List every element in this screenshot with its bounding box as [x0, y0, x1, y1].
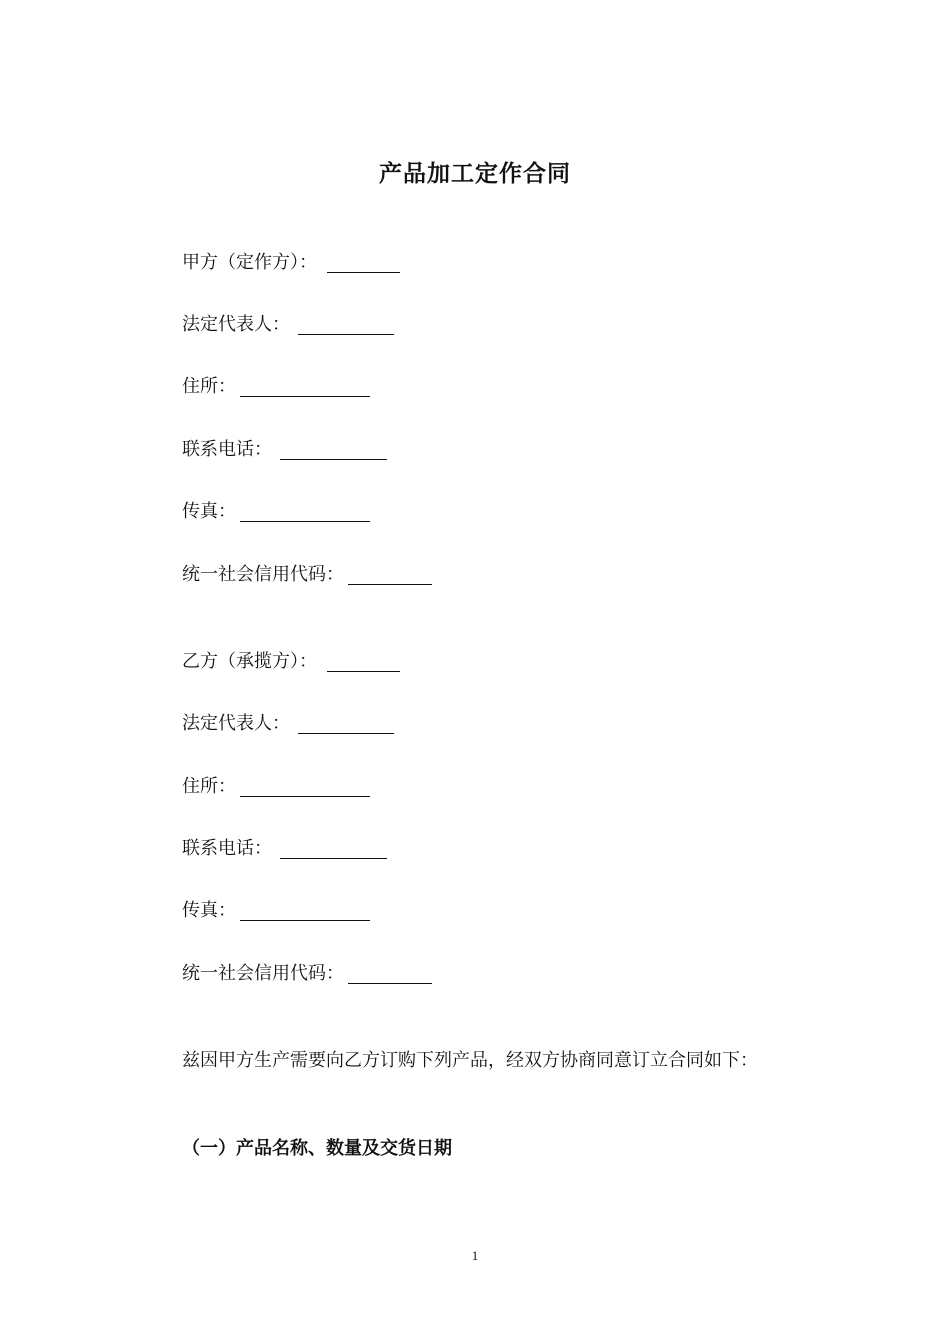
document-title: 产品加工定作合同	[379, 161, 571, 187]
party-b-blank	[327, 653, 400, 672]
party-a-credit-code-blank	[348, 566, 432, 585]
party-a-label: 甲方（定作方）：	[182, 252, 317, 273]
party-a-phone-field	[182, 438, 387, 462]
party-b-credit-code-field	[182, 962, 432, 986]
party-b-legal-rep-label: 法定代表人：	[182, 713, 290, 734]
party-a-phone-blank	[280, 441, 387, 460]
party-a-field	[182, 251, 400, 275]
party-b-legal-rep-field	[182, 712, 394, 736]
party-a-fax-label: 传真：	[182, 501, 236, 522]
party-b-address-label: 住所：	[182, 776, 236, 797]
party-b-fax-field	[182, 899, 370, 923]
party-b-credit-code-blank	[348, 965, 432, 984]
party-a-fax-field	[182, 500, 370, 524]
party-b-address-field	[182, 775, 370, 799]
party-b-legal-rep-blank	[298, 715, 394, 734]
party-a-address-label: 住所：	[182, 376, 236, 397]
party-a-address-blank	[240, 378, 370, 397]
party-b-phone-blank	[280, 840, 387, 859]
party-a-blank	[327, 254, 400, 273]
party-b-field	[182, 650, 400, 674]
party-a-address-field	[182, 375, 370, 399]
party-b-fax-label: 传真：	[182, 900, 236, 921]
party-a-legal-rep-field	[182, 313, 394, 337]
party-a-legal-rep-blank	[298, 316, 394, 335]
party-b-phone-label: 联系电话：	[182, 838, 272, 859]
intro-paragraph: 兹因甲方生产需要向乙方订购下列产品，经双方协商同意订立合同如下：	[182, 1050, 758, 1071]
party-a-credit-code-label: 统一社会信用代码：	[182, 564, 344, 585]
party-b-credit-code-label: 统一社会信用代码：	[182, 963, 344, 984]
party-a-legal-rep-label: 法定代表人：	[182, 314, 290, 335]
party-a-phone-label: 联系电话：	[182, 439, 272, 460]
party-b-phone-field	[182, 837, 387, 861]
party-b-address-blank	[240, 778, 370, 797]
section-1-heading: （一）产品名称、数量及交货日期	[182, 1138, 452, 1159]
page-number: 1	[471, 1248, 479, 1263]
party-b-fax-blank	[240, 902, 370, 921]
party-b-label: 乙方（承揽方）：	[182, 651, 317, 672]
party-a-credit-code-field	[182, 563, 432, 587]
party-a-fax-blank	[240, 503, 370, 522]
